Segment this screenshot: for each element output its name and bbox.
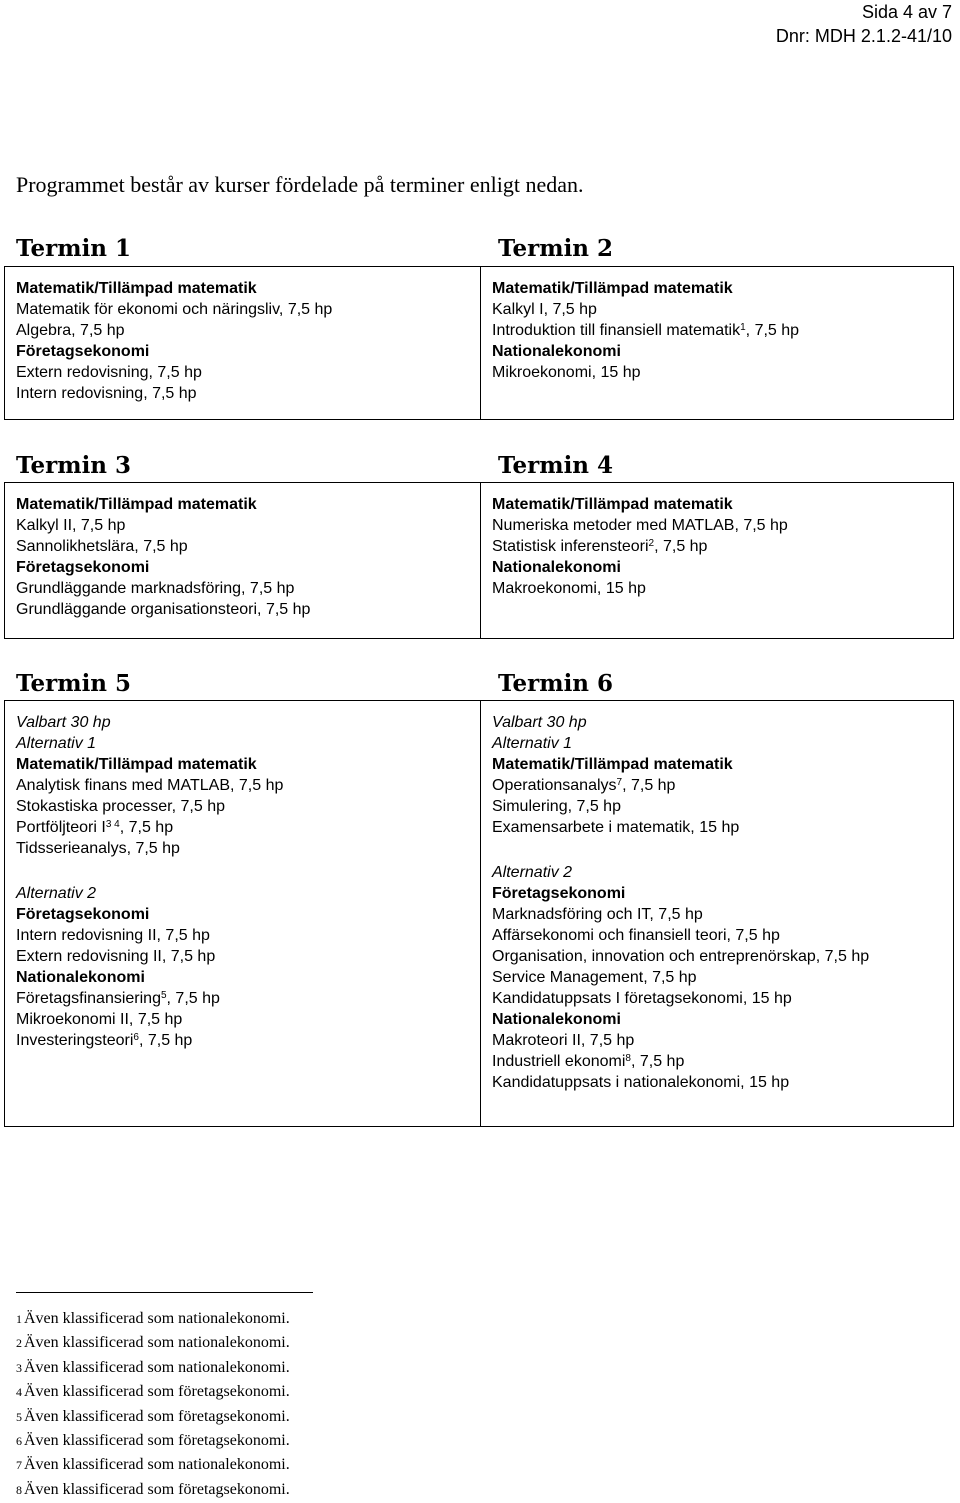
footnote-number: 8	[16, 1482, 22, 1497]
footnote	[16, 1478, 290, 1502]
term-2-title: Termin 2	[498, 235, 614, 262]
footnote	[16, 1331, 290, 1355]
footnote-number: 7	[16, 1458, 22, 1473]
footnote	[16, 1453, 290, 1477]
footnote-ref: 2	[648, 538, 655, 549]
column-divider	[480, 267, 481, 419]
course-item: Affärsekonomi och finansiell teori, 7,5 hp	[492, 927, 780, 944]
subject-heading: Matematik/Tillämpad matematik	[16, 756, 257, 773]
course-item: Statistisk inferensteori$^2$, 7,5 hp	[492, 538, 708, 555]
footnote-number: 6	[16, 1434, 22, 1448]
footnote-text: Även klassificerad som företagsekonomi.	[24, 1407, 290, 1425]
footnote-number: 1	[16, 1312, 22, 1326]
course-item: Analytisk finans med MATLAB, 7,5 hp	[16, 777, 284, 794]
course-item: Algebra, 7,5 hp	[16, 322, 125, 339]
course-item: Företagsfinansiering$^5$, 7,5 hp	[16, 990, 220, 1007]
course-item: Introduktion till finansiell matematik$^1$, 7,5 hp	[492, 322, 800, 339]
term-5-courses	[16, 712, 283, 1051]
footnote	[16, 1356, 290, 1380]
subject-heading: Matematik/Tillämpad matematik	[492, 496, 733, 513]
spacer	[492, 838, 869, 862]
course-item: Extern redovisning II, 7,5 hp	[16, 948, 216, 965]
option-label: Valbart 30 hp	[492, 714, 587, 731]
footnote-text: Även klassificerad som företagsekonomi.	[24, 1432, 290, 1449]
term-2-courses	[492, 278, 799, 383]
term-3-title: Termin 3	[16, 452, 132, 479]
subject-heading: Företagsekonomi	[492, 885, 626, 902]
course-item: Numeriska metoder med MATLAB, 7,5 hp	[492, 517, 788, 534]
term-1-courses	[16, 278, 332, 404]
option-label: Alternativ 2	[492, 864, 573, 881]
footnote-text: Även klassificerad som nationalekonomi.	[24, 1456, 290, 1474]
course-item: Investeringsteori$^6$, 7,5 hp	[16, 1032, 193, 1049]
spacer	[16, 859, 283, 883]
option-label: Alternativ 1	[16, 735, 97, 752]
option-label: Valbart 30 hp	[16, 714, 111, 731]
footnote-text: Även klassificerad som företagsekonomi.	[24, 1383, 290, 1401]
footnote-number: 3	[16, 1360, 22, 1375]
subject-heading: Nationalekonomi	[492, 559, 621, 576]
course-item: Marknadsföring och IT, 7,5 hp	[492, 906, 703, 923]
course-item: Organisation, innovation och entreprenörskap, 7,5 hp	[492, 948, 870, 965]
subject-heading: Nationalekonomi	[492, 343, 621, 360]
footnote-separator	[16, 1292, 313, 1293]
course-item: Simulering, 7,5 hp	[492, 798, 621, 815]
footnote-number: 2	[16, 1336, 22, 1351]
term-6-title: Termin 6	[498, 670, 614, 697]
footnote	[16, 1380, 290, 1404]
course-item: Grundläggande marknadsföring, 7,5 hp	[16, 580, 295, 597]
column-divider	[480, 701, 481, 1126]
footnote	[16, 1429, 290, 1453]
footnote-text: Även klassificerad som nationalekonomi.	[24, 1334, 290, 1352]
option-label: Alternativ 1	[492, 735, 573, 752]
course-item: Operationsanalys$^7$, 7,5 hp	[492, 777, 676, 794]
course-item: Kalkyl II, 7,5 hp	[16, 517, 126, 534]
subject-heading: Matematik/Tillämpad matematik	[16, 280, 257, 297]
course-item: Sannolikhetslära, 7,5 hp	[16, 538, 188, 555]
intro-text: Programmet består av kurser fördelade på terminer enligt nedan.	[16, 172, 584, 197]
subject-heading: Företagsekonomi	[16, 906, 150, 923]
term-5-6-table	[4, 700, 954, 1127]
term-1-2-table	[4, 266, 954, 420]
footnote-text: Även klassificerad som nationalekonomi.	[24, 1310, 290, 1327]
term-4-courses	[492, 494, 788, 599]
course-item: Makroteori II, 7,5 hp	[492, 1032, 635, 1049]
footnote-ref: 3 4	[105, 819, 120, 830]
term-4-title: Termin 4	[498, 452, 614, 479]
course-item: Extern redovisning, 7,5 hp	[16, 364, 202, 381]
term-3-4-table	[4, 482, 954, 639]
footnote-number: 4	[16, 1385, 22, 1400]
document-number: Dnr: MDH 2.1.2-41/10	[775, 26, 952, 46]
course-item: Industriell ekonomi$^8$, 7,5 hp	[492, 1053, 685, 1070]
course-item: Intern redovisning, 7,5 hp	[16, 385, 197, 402]
course-item: Kandidatuppsats I företagsekonomi, 15 hp	[492, 990, 792, 1007]
course-item: Matematik för ekonomi och näringsliv, 7,5 hp	[16, 301, 333, 318]
subject-heading: Företagsekonomi	[16, 343, 150, 360]
course-item: Intern redovisning II, 7,5 hp	[16, 927, 210, 944]
footnote-ref: 1	[740, 322, 746, 333]
subject-heading: Matematik/Tillämpad matematik	[16, 496, 257, 513]
course-item: Kalkyl I, 7,5 hp	[492, 301, 597, 318]
subject-heading: Matematik/Tillämpad matematik	[492, 280, 733, 297]
footnote-ref: 8	[625, 1053, 631, 1064]
subject-heading: Nationalekonomi	[16, 969, 145, 986]
subject-heading: Företagsekonomi	[16, 559, 150, 576]
course-item: Mikroekonomi II, 7,5 hp	[16, 1011, 183, 1028]
footnote-text: Även klassificerad som företagsekonomi.	[24, 1480, 290, 1498]
course-item: Portföljteori $I^{3 4}$, 7,5 hp	[16, 819, 174, 836]
subject-heading: Nationalekonomi	[492, 1011, 621, 1028]
subject-heading: Matematik/Tillämpad matematik	[492, 756, 733, 773]
footnote-ref: 7	[616, 777, 623, 788]
course-item: Makroekonomi, 15 hp	[492, 580, 646, 597]
option-label: Alternativ 2	[16, 885, 97, 902]
term-3-courses	[16, 494, 310, 620]
term-5-title: Termin 5	[16, 670, 132, 697]
course-item: Mikroekonomi, 15 hp	[492, 364, 641, 381]
term-6-courses	[492, 712, 869, 1093]
footnote-ref: 5	[160, 990, 167, 1001]
footnote	[16, 1307, 290, 1331]
course-item: Tidsserieanalys, 7,5 hp	[16, 840, 180, 857]
course-item: Examensarbete i matematik, 15 hp	[492, 819, 740, 836]
course-item: Grundläggande organisationsteori, 7,5 hp	[16, 601, 311, 618]
term-1-title: Termin 1	[16, 235, 132, 262]
footnote-number: 5	[16, 1409, 22, 1424]
footnote-ref: 6	[133, 1032, 139, 1043]
footnote-text: Även klassificerad som nationalekonomi.	[24, 1358, 290, 1376]
footnote	[16, 1405, 290, 1429]
course-item: Stokastiska processer, 7,5 hp	[16, 798, 225, 815]
course-item: Kandidatuppsats i nationalekonomi, 15 hp	[492, 1074, 790, 1091]
page-number: Sida 4 av 7	[861, 2, 952, 22]
course-item: Service Management, 7,5 hp	[492, 969, 697, 986]
column-divider	[480, 483, 481, 638]
